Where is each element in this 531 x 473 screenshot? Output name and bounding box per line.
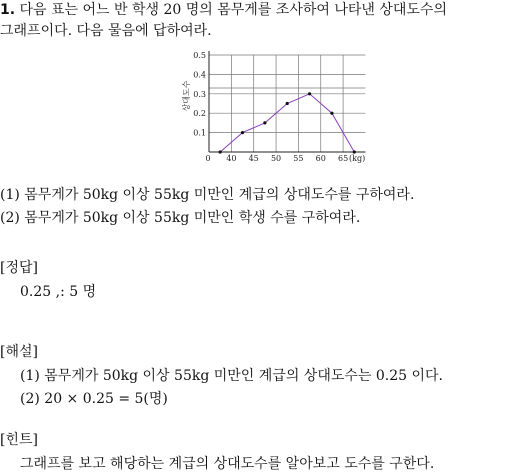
explanation-line-1: (1) 몸무게가 50kg 이상 55kg 미만인 계급의 상대도수는 0.25 이다.	[20, 368, 443, 384]
question-2: (2) 몸무게가 50kg 이상 55kg 미만인 학생 수를 구하여라.	[0, 210, 361, 226]
y-tick-label: 0.3	[193, 89, 206, 99]
problem-number: 1.	[0, 2, 16, 18]
data-point	[308, 92, 311, 95]
answer-heading: [정답]	[0, 260, 38, 276]
x-tick-label: 0	[205, 154, 211, 163]
data-point	[353, 150, 356, 153]
data-point	[219, 150, 222, 153]
data-point	[241, 131, 244, 134]
hint-text: 그래프를 보고 해당하는 계급의 상대도수를 알아보고 도수를 구한다.	[20, 456, 435, 472]
y-tick-label: 0.1	[193, 128, 206, 138]
hint-heading: [힌트]	[0, 432, 38, 448]
problem-text-2: 그래프이다. 다음 물음에 답하여라.	[0, 23, 212, 39]
relative-frequency-chart	[0, 0, 531, 175]
y-tick-label: 0.5	[193, 51, 206, 60]
question-1: (1) 몸무게가 50kg 이상 55kg 미만인 계급의 상대도수를 구하여라.	[0, 187, 415, 203]
answer-text: 0.25 ,: 5 명	[20, 284, 97, 300]
y-axis-label: 상대도수	[182, 80, 191, 112]
problem-text-1: 다음 표는 어느 반 학생 20 명의 몸무게를 조사하여 나타낸 상대도수의	[19, 2, 447, 18]
data-point	[330, 112, 333, 115]
x-axis-unit: (kg)	[348, 154, 366, 163]
x-tick-label: 55	[293, 154, 304, 163]
explanation-line-2: (2) 20 × 0.25 = 5(명)	[20, 391, 168, 407]
data-point	[286, 102, 289, 105]
data-point	[263, 121, 266, 124]
y-tick-label: 0.4	[193, 70, 206, 80]
y-tick-label: 0.2	[193, 109, 206, 119]
x-tick-label: 45	[248, 154, 259, 163]
explanation-heading: [해설]	[0, 344, 38, 360]
x-tick-label: 40	[226, 154, 237, 163]
x-tick-label: 65	[338, 154, 349, 163]
x-tick-label: 50	[270, 154, 282, 163]
x-tick-label: 60	[315, 154, 326, 163]
